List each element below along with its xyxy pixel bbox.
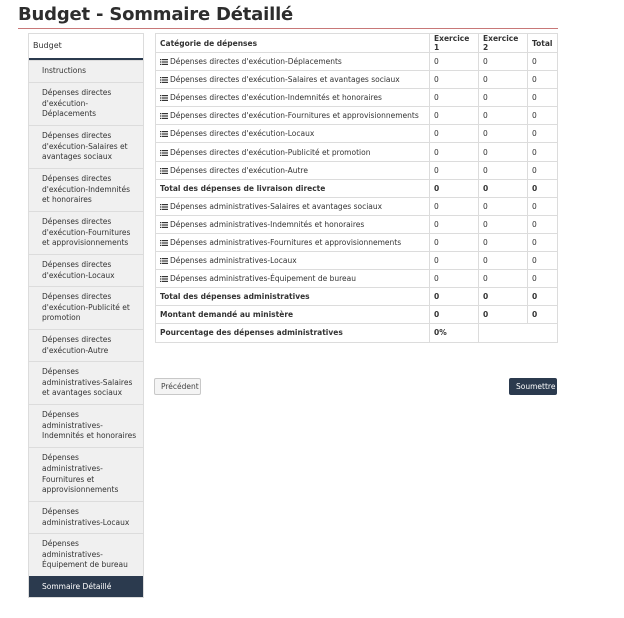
sidebar-item-label: Dépenses directes d'exécution-Publicité et promotion (42, 291, 130, 323)
table-header-row (156, 34, 558, 53)
sidebar-item-label: Dépenses administratives-Locaux (42, 506, 130, 527)
row-category-cell[interactable] (156, 252, 430, 270)
row-exercice-2-value: 0 (479, 233, 528, 251)
sidebar-item-label: Dépenses directes d'exécution-Locaux (42, 259, 115, 280)
row-exercice-2-value: 0 (479, 71, 528, 89)
row-exercice-1-value: 0 (430, 89, 479, 107)
row-category-label: Dépenses administratives-Locaux (170, 256, 297, 266)
list-icon (160, 58, 168, 64)
row-exercice-1-value: 0 (430, 197, 479, 215)
row-total-value: 0 (528, 252, 558, 270)
row-category-cell[interactable] (156, 107, 430, 125)
row-exercice-1-value: 0 (430, 71, 479, 89)
sidebar-item[interactable] (29, 125, 143, 168)
row-category-label: Pourcentage des dépenses administratives (160, 328, 343, 338)
row-exercice-1-value: 0 (430, 233, 479, 251)
row-exercice-2-value: 0 (479, 125, 528, 143)
table-row (156, 197, 558, 215)
table-row (156, 252, 558, 270)
row-category-cell[interactable] (156, 215, 430, 233)
table-row (156, 215, 558, 233)
row-total-value: 0 (528, 125, 558, 143)
table-row (156, 233, 558, 251)
row-total-value: 0 (528, 71, 558, 89)
row-category-cell[interactable] (156, 143, 430, 161)
row-category-cell[interactable] (156, 89, 430, 107)
submit-button[interactable]: Soumettre (509, 378, 557, 395)
row-exercice-2-value: 0 (479, 215, 528, 233)
row-exercice-1-value: 0 (430, 288, 479, 306)
row-empty-cell (479, 324, 558, 342)
sidebar-item-label: Dépenses directes d'exécution-Fournitures et approvisionnements (42, 216, 131, 248)
row-exercice-1-value: 0 (430, 53, 479, 71)
table-row (156, 107, 558, 125)
header-exercice-1: Exercice 1 (430, 34, 479, 53)
page-title: Budget - Sommaire Détaillé (18, 4, 294, 25)
sidebar-item[interactable] (29, 576, 143, 597)
sidebar-item[interactable] (29, 447, 143, 501)
row-exercice-1-value: 0% (430, 324, 479, 342)
row-category-cell (156, 288, 430, 306)
sidebar-item-label: Dépenses directes d'exécution-Indemnités et honoraires (42, 173, 131, 205)
table-row (156, 270, 558, 288)
row-exercice-2-value: 0 (479, 89, 528, 107)
sidebar-item[interactable] (29, 286, 143, 329)
previous-button[interactable]: Précédent (154, 378, 201, 395)
row-total-value: 0 (528, 161, 558, 179)
sidebar-item[interactable] (29, 82, 143, 125)
header-total: Total (528, 34, 558, 53)
row-exercice-1-value: 0 (430, 215, 479, 233)
sidebar-item[interactable] (29, 60, 143, 82)
row-exercice-2-value: 0 (479, 197, 528, 215)
sidebar-item[interactable] (29, 211, 143, 254)
sidebar-item-label: Dépenses administratives-Salaires et avantages sociaux (42, 366, 133, 398)
row-total-value: 0 (528, 89, 558, 107)
list-icon (160, 130, 168, 136)
sidebar-item[interactable] (29, 361, 143, 404)
row-category-cell[interactable] (156, 53, 430, 71)
row-category-label: Dépenses directes d'exécution-Autre (170, 165, 308, 175)
row-total-value: 0 (528, 233, 558, 251)
table-row (156, 89, 558, 107)
sidebar-header: Budget (29, 34, 143, 60)
row-exercice-1-value: 0 (430, 143, 479, 161)
row-category-label: Dépenses directes d'exécution-Salaires et avantages sociaux (170, 75, 400, 85)
sidebar-item-label: Dépenses administratives-Équipement de bureau (42, 538, 128, 570)
row-category-label: Dépenses directes d'exécution-Publicité et promotion (170, 147, 371, 157)
row-category-label: Total des dépenses de livraison directe (160, 183, 326, 193)
row-category-cell (156, 179, 430, 197)
list-icon (160, 221, 168, 227)
row-exercice-1-value: 0 (430, 107, 479, 125)
list-icon (160, 203, 168, 209)
sidebar-item[interactable] (29, 329, 143, 361)
row-exercice-1-value: 0 (430, 306, 479, 324)
row-total-value: 0 (528, 288, 558, 306)
table-row (156, 179, 558, 197)
row-category-label: Dépenses directes d'exécution-Déplacements (170, 57, 342, 67)
row-exercice-2-value: 0 (479, 179, 528, 197)
sidebar-nav (28, 33, 144, 598)
row-total-value: 0 (528, 53, 558, 71)
sidebar-item-label: Dépenses administratives-Fournitures et approvisionnements (42, 452, 119, 495)
row-category-cell[interactable] (156, 197, 430, 215)
table-row (156, 288, 558, 306)
row-exercice-2-value: 0 (479, 107, 528, 125)
list-icon (160, 94, 168, 100)
row-exercice-1-value: 0 (430, 179, 479, 197)
table-row (156, 143, 558, 161)
row-category-label: Dépenses directes d'exécution-Indemnités et honoraires (170, 93, 382, 103)
header-category: Catégorie de dépenses (156, 34, 430, 53)
row-total-value: 0 (528, 270, 558, 288)
row-category-cell[interactable] (156, 233, 430, 251)
table-row (156, 306, 558, 324)
header-exercice-2: Exercice 2 (479, 34, 528, 53)
row-total-value: 0 (528, 215, 558, 233)
row-total-value: 0 (528, 179, 558, 197)
row-exercice-2-value: 0 (479, 252, 528, 270)
row-category-label: Dépenses directes d'exécution-Locaux (170, 129, 315, 139)
row-exercice-1-value: 0 (430, 161, 479, 179)
row-category-label: Dépenses directes d'exécution-Fournitures et approvisionnements (170, 111, 419, 121)
row-category-cell[interactable] (156, 125, 430, 143)
list-icon (160, 76, 168, 82)
table-row (156, 71, 558, 89)
row-category-cell[interactable] (156, 161, 430, 179)
sidebar-item-label: Sommaire Détaillé (42, 581, 112, 591)
list-icon (160, 149, 168, 155)
row-exercice-2-value: 0 (479, 161, 528, 179)
sidebar-item-label: Instructions (42, 66, 87, 76)
list-icon (160, 239, 168, 245)
list-icon (160, 112, 168, 118)
row-exercice-1-value: 0 (430, 252, 479, 270)
row-exercice-2-value: 0 (479, 288, 528, 306)
row-category-cell (156, 306, 430, 324)
list-icon (160, 275, 168, 281)
sidebar-item-label: Dépenses directes d'exécution-Déplacements (42, 87, 112, 119)
sidebar-item[interactable] (29, 404, 143, 447)
sidebar-item[interactable] (29, 168, 143, 211)
row-total-value: 0 (528, 306, 558, 324)
sidebar-item-label: Dépenses directes d'exécution-Autre (42, 334, 112, 355)
sidebar-item[interactable] (29, 501, 143, 533)
row-category-cell[interactable] (156, 270, 430, 288)
table-row (156, 324, 558, 342)
row-total-value: 0 (528, 107, 558, 125)
sidebar-item-label: Dépenses directes d'exécution-Salaires et avantages sociaux (42, 130, 128, 162)
sidebar-item-label: Dépenses administratives-Indemnités et honoraires (42, 409, 137, 441)
table-row (156, 53, 558, 71)
sidebar-item[interactable] (29, 254, 143, 286)
row-category-label: Dépenses administratives-Fournitures et approvisionnements (170, 237, 402, 247)
row-category-label: Total des dépenses administratives (160, 292, 310, 302)
row-exercice-1-value: 0 (430, 270, 479, 288)
row-exercice-2-value: 0 (479, 270, 528, 288)
row-category-cell (156, 324, 430, 342)
row-exercice-2-value: 0 (479, 306, 528, 324)
row-category-label: Dépenses administratives-Indemnités et honoraires (170, 219, 365, 229)
list-icon (160, 257, 168, 263)
row-category-label: Dépenses administratives-Salaires et avantages sociaux (170, 201, 383, 211)
row-category-label: Dépenses administratives-Équipement de bureau (170, 274, 356, 284)
budget-summary-table-wrapper (155, 33, 558, 343)
sidebar-item[interactable] (29, 533, 143, 576)
row-category-label: Montant demandé au ministère (160, 310, 294, 320)
row-total-value: 0 (528, 143, 558, 161)
table-row (156, 161, 558, 179)
row-exercice-2-value: 0 (479, 53, 528, 71)
list-icon (160, 167, 168, 173)
row-exercice-2-value: 0 (479, 143, 528, 161)
budget-summary-table (155, 33, 558, 343)
row-category-cell[interactable] (156, 71, 430, 89)
table-row (156, 125, 558, 143)
title-divider (18, 28, 558, 29)
row-total-value: 0 (528, 197, 558, 215)
row-exercice-1-value: 0 (430, 125, 479, 143)
